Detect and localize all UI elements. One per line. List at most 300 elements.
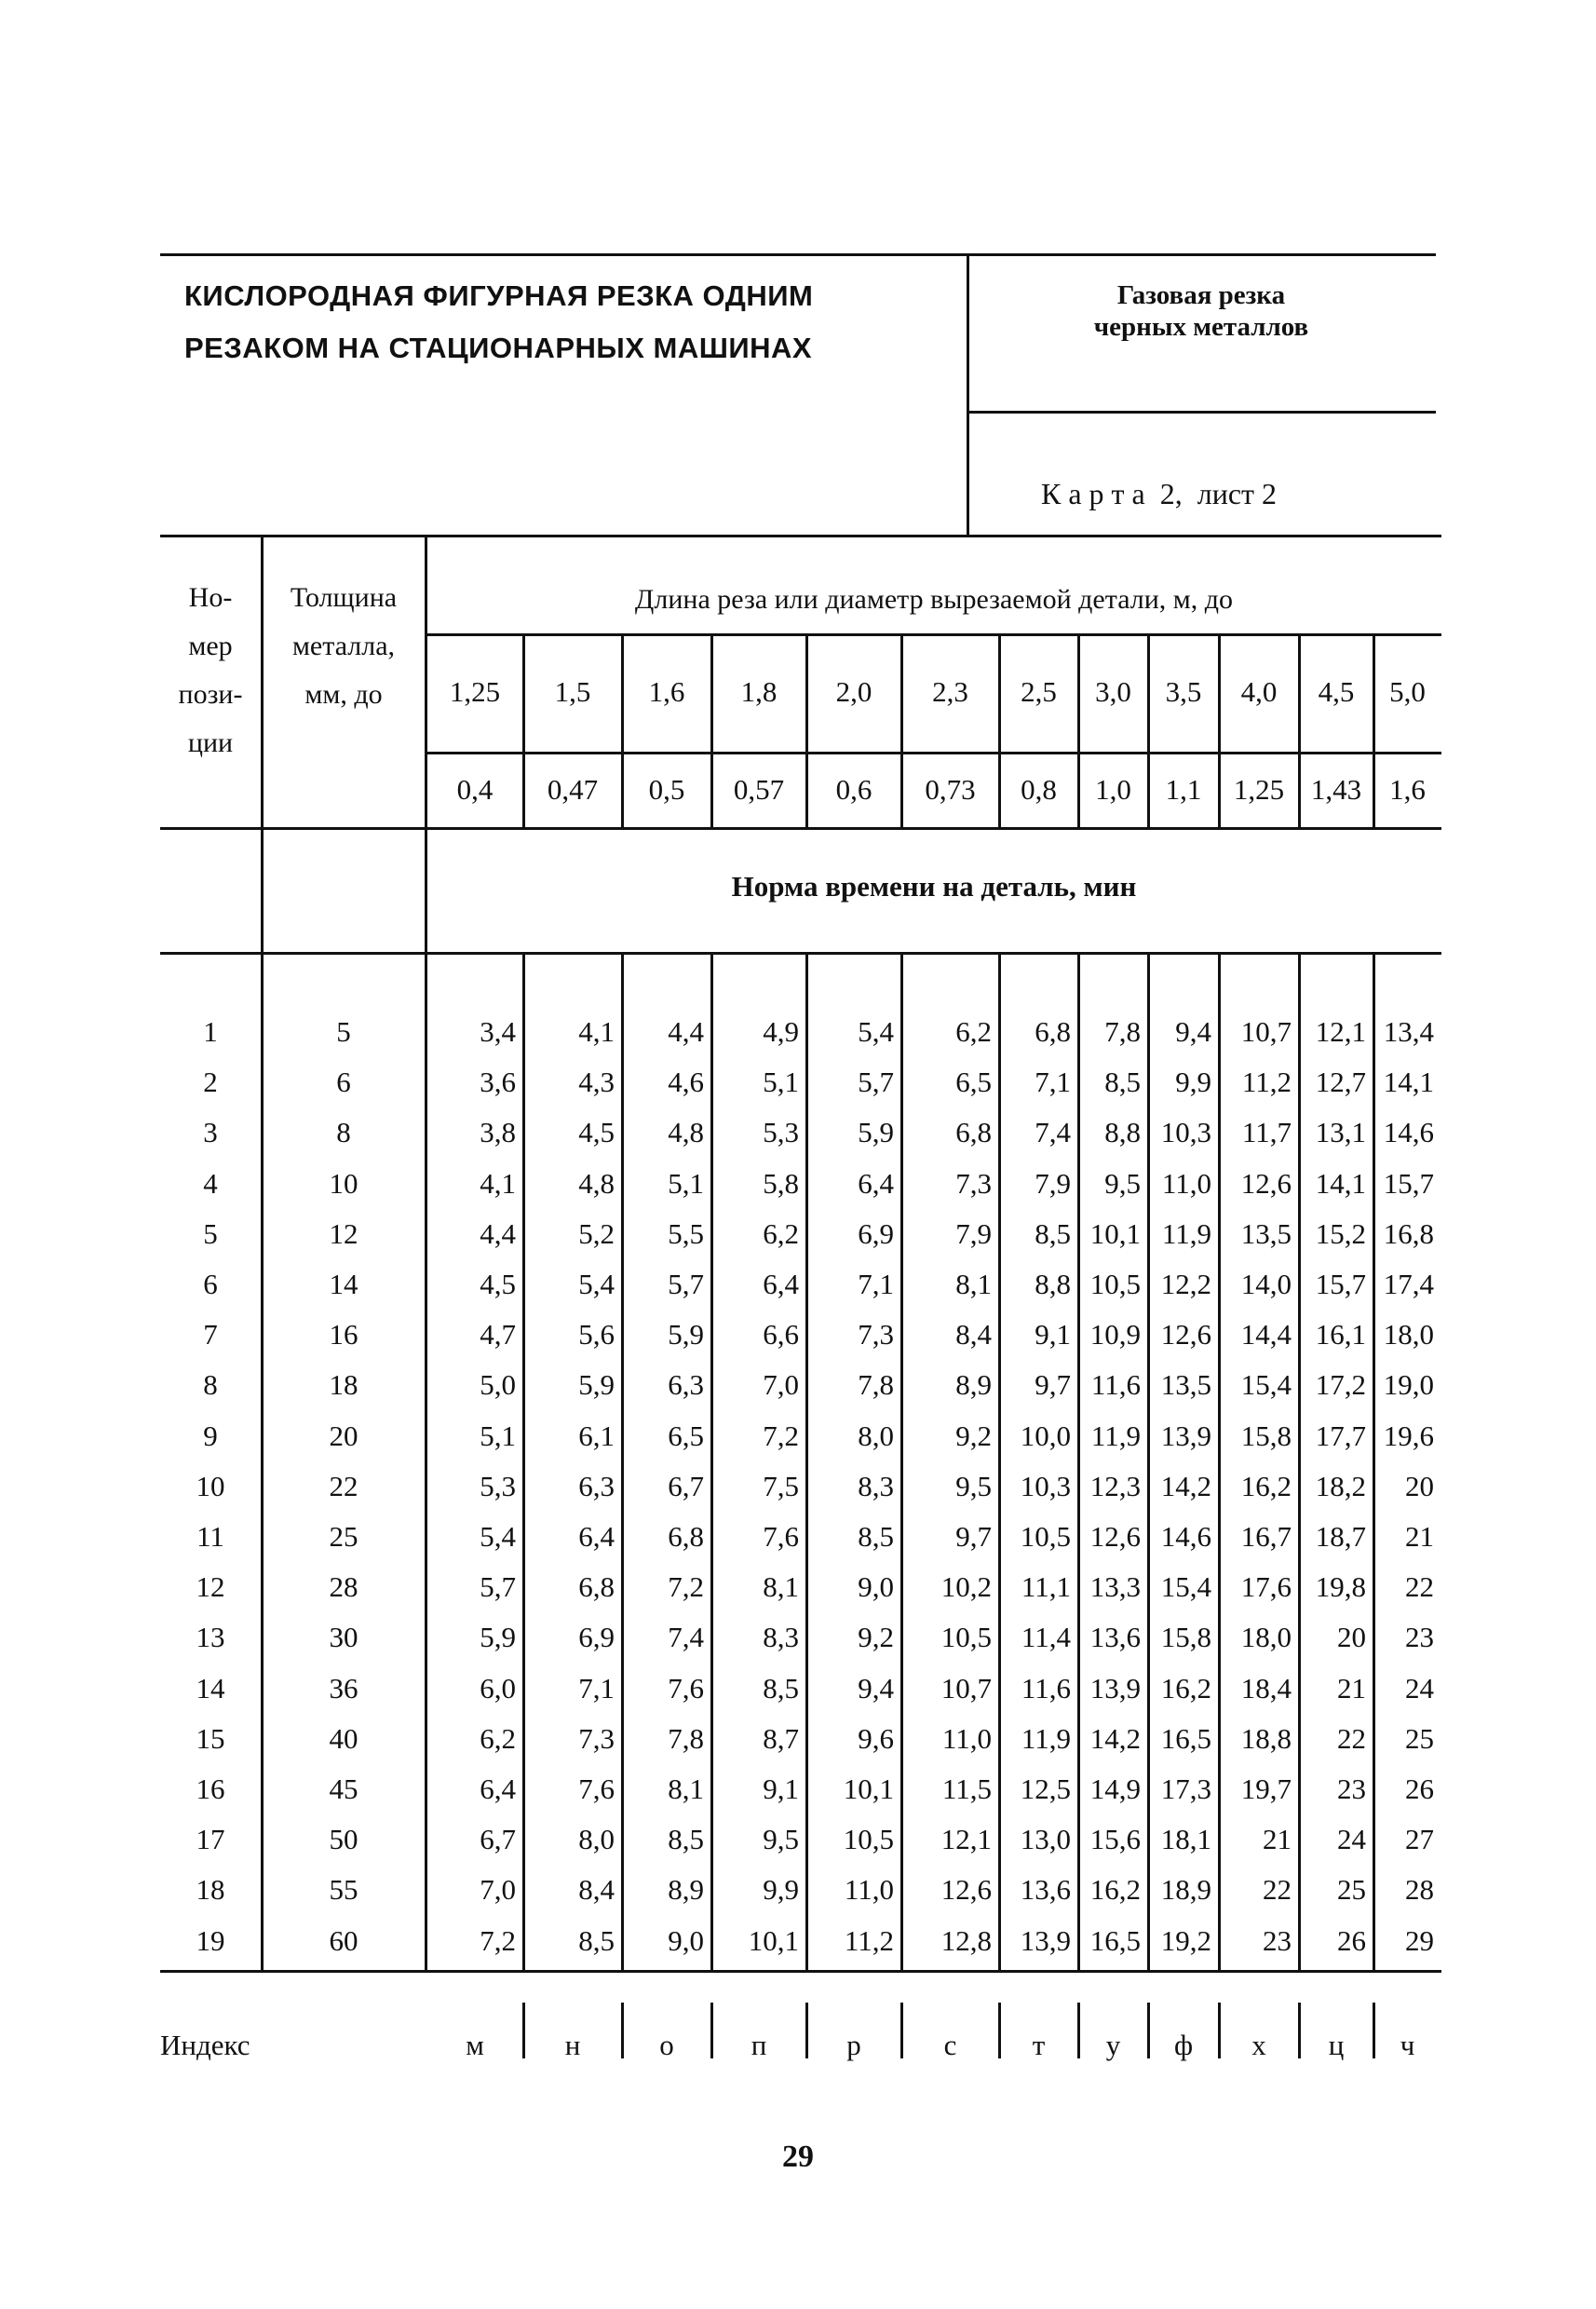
time-norm-value: 9,0 bbox=[668, 1924, 704, 1957]
time-norm-value: 15,4 bbox=[1160, 1570, 1211, 1603]
diameter-value: 1,0 bbox=[1095, 773, 1131, 806]
time-norm-value: 5,7 bbox=[858, 1066, 894, 1098]
time-norm-value: 27 bbox=[1405, 1823, 1434, 1855]
time-norm-value: 9,6 bbox=[858, 1722, 894, 1755]
diameter-value: 0,8 bbox=[1021, 773, 1057, 806]
time-norm-value: 11,0 bbox=[844, 1873, 894, 1906]
time-norm-value: 20 bbox=[1337, 1621, 1366, 1653]
time-norm-value: 7,1 bbox=[1035, 1066, 1071, 1098]
thickness-value: 14 bbox=[329, 1268, 358, 1300]
time-norm-value: 8,5 bbox=[858, 1520, 894, 1553]
time-norm-value: 6,7 bbox=[668, 1470, 704, 1502]
norm-header: Норма времени на деталь, мин bbox=[731, 870, 1137, 903]
index-letter: р bbox=[846, 2029, 861, 2061]
time-norm-value: 4,8 bbox=[578, 1167, 615, 1200]
index-letter: ф bbox=[1173, 2029, 1194, 2061]
time-norm-value: 3,4 bbox=[480, 1015, 516, 1048]
time-norm-value: 6,7 bbox=[480, 1823, 516, 1855]
index-letter: у bbox=[1105, 2029, 1121, 2061]
thickness-value: 6 bbox=[336, 1066, 351, 1098]
position-number: 18 bbox=[196, 1873, 225, 1906]
time-norm-value: 16,5 bbox=[1160, 1722, 1211, 1755]
time-norm-value: 5,4 bbox=[578, 1268, 615, 1300]
time-norm-value: 11,0 bbox=[1161, 1167, 1211, 1200]
time-norm-value: 10,1 bbox=[1089, 1217, 1141, 1250]
length-value: 3,5 bbox=[1165, 675, 1202, 708]
time-norm-value: 7,8 bbox=[668, 1722, 704, 1755]
time-norm-value: 14,1 bbox=[1315, 1167, 1366, 1200]
time-norm-value: 8,5 bbox=[1104, 1066, 1141, 1098]
time-norm-value: 9,5 bbox=[1104, 1167, 1141, 1200]
time-norm-value: 23 bbox=[1263, 1924, 1292, 1957]
time-norm-value: 5,4 bbox=[480, 1520, 516, 1553]
time-norm-value: 5,5 bbox=[668, 1217, 704, 1250]
time-norm-value: 6,4 bbox=[763, 1268, 799, 1300]
time-norm-value: 7,0 bbox=[480, 1873, 516, 1906]
time-norm-value: 8,3 bbox=[858, 1470, 894, 1502]
thickness-value: 16 bbox=[329, 1318, 358, 1351]
time-norm-value: 18,0 bbox=[1240, 1621, 1292, 1653]
time-norm-value: 7,5 bbox=[763, 1470, 799, 1502]
length-value: 1,6 bbox=[648, 675, 685, 708]
time-norm-value: 5,1 bbox=[668, 1167, 704, 1200]
time-norm-value: 6,4 bbox=[578, 1520, 615, 1553]
time-norm-value: 6,4 bbox=[858, 1167, 894, 1200]
diameter-value: 0,5 bbox=[648, 773, 685, 806]
diameter-value: 1,6 bbox=[1389, 773, 1426, 806]
position-number: 14 bbox=[196, 1672, 225, 1705]
time-norm-value: 17,6 bbox=[1240, 1570, 1292, 1603]
time-norm-value: 10,1 bbox=[748, 1924, 799, 1957]
time-norm-value: 19,8 bbox=[1315, 1570, 1366, 1603]
time-norm-value: 11,1 bbox=[1021, 1570, 1071, 1603]
time-norm-value: 22 bbox=[1405, 1570, 1434, 1603]
index-letter: о bbox=[659, 2029, 674, 2061]
time-norm-value: 10,3 bbox=[1020, 1470, 1071, 1502]
time-norm-value: 7,3 bbox=[578, 1722, 615, 1755]
time-norm-value: 8,8 bbox=[1035, 1268, 1071, 1300]
time-norm-value: 13,0 bbox=[1020, 1823, 1071, 1855]
time-norm-value: 13,5 bbox=[1240, 1217, 1292, 1250]
time-norm-value: 13,6 bbox=[1089, 1621, 1141, 1653]
time-norm-value: 6,9 bbox=[578, 1621, 615, 1653]
time-norm-value: 17,2 bbox=[1315, 1368, 1366, 1401]
time-norm-value: 8,9 bbox=[668, 1873, 704, 1906]
time-norm-value: 6,8 bbox=[1035, 1015, 1071, 1048]
time-norm-value: 7,1 bbox=[578, 1672, 615, 1705]
thickness-value: 25 bbox=[329, 1520, 358, 1553]
time-norm-value: 9,4 bbox=[858, 1672, 894, 1705]
title-line-2: РЕЗАКОМ НА СТАЦИОНАРНЫХ МАШИНАХ bbox=[184, 332, 813, 364]
length-header-rule bbox=[426, 633, 1441, 636]
time-norm-value: 9,0 bbox=[858, 1570, 894, 1603]
time-norm-value: 10,7 bbox=[940, 1672, 992, 1705]
page-number: 29 bbox=[782, 2139, 814, 2174]
diameter-value: 0,57 bbox=[733, 773, 785, 806]
time-norm-value: 7,6 bbox=[578, 1772, 615, 1805]
time-norm-value: 11,2 bbox=[844, 1924, 894, 1957]
time-norm-value: 12,6 bbox=[1160, 1318, 1211, 1351]
time-norm-value: 8,4 bbox=[578, 1873, 615, 1906]
time-norm-value: 6,5 bbox=[955, 1066, 992, 1098]
time-norm-value: 18,9 bbox=[1160, 1873, 1211, 1906]
time-norm-value: 6,0 bbox=[480, 1672, 516, 1705]
time-norm-value: 6,2 bbox=[955, 1015, 992, 1048]
time-norm-value: 10,9 bbox=[1089, 1318, 1141, 1351]
time-norm-value: 14,0 bbox=[1240, 1268, 1292, 1300]
time-norm-value: 20 bbox=[1405, 1470, 1434, 1502]
time-norm-value: 15,4 bbox=[1240, 1368, 1292, 1401]
time-norm-value: 4,9 bbox=[763, 1015, 799, 1048]
time-norm-value: 13,5 bbox=[1160, 1368, 1211, 1401]
position-header-line: ции bbox=[187, 727, 234, 758]
time-norm-value: 5,2 bbox=[578, 1217, 615, 1250]
time-norm-value: 9,4 bbox=[1175, 1015, 1211, 1048]
time-norm-value: 26 bbox=[1337, 1924, 1366, 1957]
time-norm-value: 17,4 bbox=[1383, 1268, 1434, 1300]
time-norm-value: 14,2 bbox=[1160, 1470, 1211, 1502]
time-norm-value: 12,3 bbox=[1089, 1470, 1141, 1502]
page-title bbox=[184, 270, 957, 374]
thickness-value: 10 bbox=[329, 1167, 358, 1200]
time-norm-value: 6,8 bbox=[668, 1520, 704, 1553]
time-norm-value: 22 bbox=[1263, 1873, 1292, 1906]
index-letter: ц bbox=[1328, 2029, 1345, 2061]
time-norm-value: 8,3 bbox=[763, 1621, 799, 1653]
time-norm-value: 4,6 bbox=[668, 1066, 704, 1098]
thickness-value: 28 bbox=[329, 1570, 358, 1603]
category-line-1: Газовая резка bbox=[1116, 280, 1286, 310]
title-line-1: КИСЛОРОДНАЯ ФИГУРНАЯ РЕЗКА ОДНИМ bbox=[184, 279, 814, 312]
time-norm-value: 13,9 bbox=[1020, 1924, 1071, 1957]
length-value: 2,3 bbox=[932, 675, 968, 708]
length-value: 2,0 bbox=[835, 675, 872, 708]
time-norm-value: 10,0 bbox=[1020, 1419, 1071, 1452]
time-norm-value: 18,2 bbox=[1315, 1470, 1366, 1502]
time-norm-value: 15,6 bbox=[1089, 1823, 1141, 1855]
time-norm-value: 15,8 bbox=[1160, 1621, 1211, 1653]
time-norm-value: 12,8 bbox=[940, 1924, 992, 1957]
time-norm-value: 9,9 bbox=[1175, 1066, 1211, 1098]
time-norm-value: 5,7 bbox=[668, 1268, 704, 1300]
time-norm-value: 6,8 bbox=[955, 1116, 992, 1148]
time-norm-value: 10,5 bbox=[843, 1823, 894, 1855]
diameter-value: 0,47 bbox=[547, 773, 599, 806]
time-norm-value: 9,2 bbox=[858, 1621, 894, 1653]
time-norm-value: 8,1 bbox=[955, 1268, 992, 1300]
time-norm-value: 5,4 bbox=[858, 1015, 894, 1048]
time-norm-value: 21 bbox=[1263, 1823, 1292, 1855]
position-number: 10 bbox=[196, 1470, 225, 1502]
time-norm-value: 15,7 bbox=[1315, 1268, 1366, 1300]
time-norm-value: 17,3 bbox=[1160, 1772, 1211, 1805]
thickness-value: 55 bbox=[329, 1873, 358, 1906]
thickness-value: 60 bbox=[329, 1924, 358, 1957]
thickness-value: 30 bbox=[329, 1621, 358, 1653]
time-norm-value: 16,2 bbox=[1089, 1873, 1141, 1906]
length-value: 4,0 bbox=[1240, 675, 1278, 708]
position-number: 6 bbox=[203, 1268, 218, 1300]
index-letter: ч bbox=[1400, 2029, 1415, 2061]
time-norm-value: 5,3 bbox=[763, 1116, 799, 1148]
time-norm-value: 11,0 bbox=[941, 1722, 992, 1755]
time-norm-value: 13,9 bbox=[1160, 1419, 1211, 1452]
time-norm-value: 29 bbox=[1405, 1924, 1434, 1957]
time-norm-value: 7,3 bbox=[955, 1167, 992, 1200]
time-norm-value: 23 bbox=[1337, 1772, 1366, 1805]
time-norm-value: 6,9 bbox=[858, 1217, 894, 1250]
time-norm-value: 9,1 bbox=[763, 1772, 799, 1805]
position-number: 2 bbox=[203, 1066, 218, 1098]
length-value: 4,5 bbox=[1318, 675, 1355, 708]
time-norm-value: 5,7 bbox=[480, 1570, 516, 1603]
time-norm-value: 5,1 bbox=[480, 1419, 516, 1452]
time-norm-value: 4,7 bbox=[480, 1318, 516, 1351]
thickness-header-line: металла, bbox=[291, 631, 396, 661]
time-norm-value: 6,4 bbox=[480, 1772, 516, 1805]
time-norm-value: 8,1 bbox=[668, 1772, 704, 1805]
time-norm-value: 7,9 bbox=[1035, 1167, 1071, 1200]
position-number: 9 bbox=[203, 1419, 218, 1452]
time-norm-value: 5,9 bbox=[480, 1621, 516, 1653]
time-norm-value: 16,7 bbox=[1240, 1520, 1292, 1553]
time-norm-value: 18,7 bbox=[1315, 1520, 1366, 1553]
time-norm-value: 7,8 bbox=[1104, 1015, 1141, 1048]
lengths-row-rule bbox=[426, 752, 1441, 754]
time-norm-value: 11,2 bbox=[1241, 1066, 1292, 1098]
time-norm-value: 16,2 bbox=[1160, 1672, 1211, 1705]
time-norm-value: 18,0 bbox=[1383, 1318, 1434, 1351]
time-norm-value: 9,2 bbox=[955, 1419, 992, 1452]
norm-bottom-rule bbox=[160, 952, 1441, 955]
position-number: 11 bbox=[196, 1520, 224, 1553]
thickness-value: 40 bbox=[329, 1722, 358, 1755]
time-norm-value: 12,2 bbox=[1160, 1268, 1211, 1300]
time-norm-value: 28 bbox=[1405, 1873, 1434, 1906]
time-norm-value: 7,4 bbox=[668, 1621, 704, 1653]
time-norm-value: 7,0 bbox=[763, 1368, 799, 1401]
time-norm-value: 5,9 bbox=[578, 1368, 615, 1401]
position-number: 17 bbox=[196, 1823, 225, 1855]
time-norm-value: 5,8 bbox=[763, 1167, 799, 1200]
time-norm-value: 5,9 bbox=[668, 1318, 704, 1351]
time-norm-value: 8,0 bbox=[578, 1823, 615, 1855]
position-number: 7 bbox=[203, 1318, 218, 1351]
time-norm-value: 13,3 bbox=[1089, 1570, 1141, 1603]
time-norm-value: 5,3 bbox=[480, 1470, 516, 1502]
diameter-value: 1,25 bbox=[1233, 773, 1285, 806]
length-value: 1,5 bbox=[554, 675, 591, 708]
time-norm-value: 7,8 bbox=[858, 1368, 894, 1401]
time-norm-value: 14,6 bbox=[1383, 1116, 1434, 1148]
time-norm-value: 11,5 bbox=[941, 1772, 992, 1805]
position-number: 3 bbox=[203, 1116, 218, 1148]
category-label bbox=[968, 279, 1434, 343]
time-norm-value: 11,6 bbox=[1021, 1672, 1071, 1705]
time-norm-value: 16,1 bbox=[1315, 1318, 1366, 1351]
time-norm-value: 15,2 bbox=[1315, 1217, 1366, 1250]
time-norm-value: 7,1 bbox=[858, 1268, 894, 1300]
time-norm-value: 8,0 bbox=[858, 1419, 894, 1452]
time-norm-value: 15,7 bbox=[1383, 1167, 1434, 1200]
time-norm-value: 3,6 bbox=[480, 1066, 516, 1098]
time-norm-value: 9,9 bbox=[763, 1873, 799, 1906]
time-norm-value: 13,1 bbox=[1315, 1116, 1366, 1148]
diameter-value: 0,6 bbox=[835, 773, 872, 806]
thickness-value: 36 bbox=[329, 1672, 358, 1705]
time-norm-value: 13,4 bbox=[1383, 1015, 1434, 1048]
time-norm-value: 4,4 bbox=[480, 1217, 516, 1250]
diameter-value: 1,43 bbox=[1310, 773, 1362, 806]
table-top-rule bbox=[160, 535, 1441, 537]
time-norm-value: 14,6 bbox=[1160, 1520, 1211, 1553]
time-norm-value: 4,5 bbox=[480, 1268, 516, 1300]
time-norm-value: 6,2 bbox=[480, 1722, 516, 1755]
time-norm-value: 8,9 bbox=[955, 1368, 992, 1401]
time-norm-value: 8,5 bbox=[1035, 1217, 1071, 1250]
time-norm-value: 12,6 bbox=[1240, 1167, 1292, 1200]
time-norm-value: 12,1 bbox=[940, 1823, 992, 1855]
time-norm-value: 6,8 bbox=[578, 1570, 615, 1603]
time-norm-value: 7,2 bbox=[480, 1924, 516, 1957]
time-norm-value: 7,6 bbox=[668, 1672, 704, 1705]
time-norm-value: 6,3 bbox=[578, 1470, 615, 1502]
time-norm-value: 11,6 bbox=[1090, 1368, 1141, 1401]
time-norm-value: 14,2 bbox=[1089, 1722, 1141, 1755]
header-top-rule bbox=[160, 253, 1436, 256]
time-norm-value: 7,6 bbox=[763, 1520, 799, 1553]
position-number: 15 bbox=[196, 1722, 225, 1755]
diameter-value: 1,1 bbox=[1165, 773, 1202, 806]
body-bottom-rule bbox=[160, 1970, 1441, 1973]
time-norm-value: 11,9 bbox=[1021, 1722, 1071, 1755]
time-norm-value: 5,9 bbox=[858, 1116, 894, 1148]
thickness-column-header bbox=[263, 574, 425, 719]
time-norm-value: 18,8 bbox=[1240, 1722, 1292, 1755]
thickness-header-line: мм, до bbox=[304, 679, 383, 710]
time-norm-value: 14,4 bbox=[1240, 1318, 1292, 1351]
position-number: 16 bbox=[196, 1772, 225, 1805]
position-header-line: Но- bbox=[188, 582, 233, 613]
time-norm-value: 8,5 bbox=[763, 1672, 799, 1705]
thickness-value: 50 bbox=[329, 1823, 358, 1855]
time-norm-value: 8,7 bbox=[763, 1722, 799, 1755]
time-norm-value: 4,1 bbox=[480, 1167, 516, 1200]
time-norm-value: 12,5 bbox=[1020, 1772, 1071, 1805]
time-norm-value: 14,9 bbox=[1089, 1772, 1141, 1805]
length-value: 2,5 bbox=[1021, 675, 1057, 708]
time-norm-value: 9,5 bbox=[763, 1823, 799, 1855]
thickness-value: 5 bbox=[336, 1015, 351, 1048]
time-norm-value: 9,1 bbox=[1035, 1318, 1071, 1351]
time-norm-value: 6,1 bbox=[578, 1419, 615, 1452]
time-norm-value: 10,5 bbox=[1089, 1268, 1141, 1300]
time-norm-value: 7,9 bbox=[955, 1217, 992, 1250]
index-letter: с bbox=[943, 2029, 957, 2061]
time-norm-value: 10,1 bbox=[843, 1772, 894, 1805]
thickness-header-line: Толщина bbox=[290, 582, 398, 613]
time-norm-value: 4,5 bbox=[578, 1116, 615, 1148]
category-line-2: черных металлов bbox=[1093, 312, 1309, 342]
time-norm-value: 11,9 bbox=[1161, 1217, 1211, 1250]
time-norm-value: 15,8 bbox=[1240, 1419, 1292, 1452]
index-letter: п bbox=[751, 2029, 767, 2061]
position-number: 1 bbox=[203, 1015, 218, 1048]
time-norm-value: 3,8 bbox=[480, 1116, 516, 1148]
length-value: 1,25 bbox=[449, 675, 501, 708]
time-norm-value: 21 bbox=[1337, 1672, 1366, 1705]
thickness-value: 12 bbox=[329, 1217, 358, 1250]
time-norm-value: 10,5 bbox=[1020, 1520, 1071, 1553]
index-letter: х bbox=[1251, 2029, 1266, 2061]
time-norm-value: 4,3 bbox=[578, 1066, 615, 1098]
card-separator-rule bbox=[968, 411, 1436, 414]
time-norm-value: 23 bbox=[1405, 1621, 1434, 1653]
time-norm-value: 18,4 bbox=[1240, 1672, 1292, 1705]
time-norm-value: 7,4 bbox=[1035, 1116, 1071, 1148]
position-number: 13 bbox=[196, 1621, 225, 1653]
time-norm-value: 8,1 bbox=[763, 1570, 799, 1603]
index-letter: м bbox=[466, 2029, 484, 2061]
time-norm-value: 19,0 bbox=[1383, 1368, 1434, 1401]
time-norm-value: 5,0 bbox=[480, 1368, 516, 1401]
time-norm-value: 8,4 bbox=[955, 1318, 992, 1351]
time-norm-value: 12,7 bbox=[1315, 1066, 1366, 1098]
time-norm-value: 13,9 bbox=[1089, 1672, 1141, 1705]
time-norm-value: 7,2 bbox=[763, 1419, 799, 1452]
time-norm-value: 7,3 bbox=[858, 1318, 894, 1351]
time-norm-value: 12,1 bbox=[1315, 1015, 1366, 1048]
time-norm-value: 18,1 bbox=[1160, 1823, 1211, 1855]
header-bottom-rule bbox=[160, 827, 1441, 830]
position-number: 5 bbox=[203, 1217, 218, 1250]
time-norm-value: 4,1 bbox=[578, 1015, 615, 1048]
time-norm-value: 4,4 bbox=[668, 1015, 704, 1048]
thickness-value: 45 bbox=[329, 1772, 358, 1805]
diameter-value: 0,73 bbox=[925, 773, 976, 806]
time-norm-value: 10,2 bbox=[940, 1570, 992, 1603]
time-norm-value: 8,5 bbox=[668, 1823, 704, 1855]
position-column-header bbox=[160, 574, 261, 767]
thickness-value: 20 bbox=[329, 1419, 358, 1452]
position-number: 8 bbox=[203, 1368, 218, 1401]
time-norm-value: 6,3 bbox=[668, 1368, 704, 1401]
time-norm-value: 6,6 bbox=[763, 1318, 799, 1351]
time-norm-value: 21 bbox=[1405, 1520, 1434, 1553]
time-norm-value: 5,1 bbox=[763, 1066, 799, 1098]
diameter-value: 0,4 bbox=[456, 773, 494, 806]
time-norm-value: 16,5 bbox=[1089, 1924, 1141, 1957]
time-norm-value: 11,7 bbox=[1241, 1116, 1292, 1148]
time-norm-value: 10,5 bbox=[940, 1621, 992, 1653]
length-value: 1,8 bbox=[740, 675, 778, 708]
card-label: К а р т а 2, лист 2 bbox=[1041, 477, 1278, 510]
time-norm-value: 11,9 bbox=[1090, 1419, 1141, 1452]
thickness-value: 22 bbox=[329, 1470, 358, 1502]
time-norm-value: 9,5 bbox=[955, 1470, 992, 1502]
time-norm-value: 14,1 bbox=[1383, 1066, 1434, 1098]
time-norm-value: 8,5 bbox=[578, 1924, 615, 1957]
position-number: 19 bbox=[196, 1924, 225, 1957]
time-norm-value: 19,6 bbox=[1383, 1419, 1434, 1452]
thickness-value: 8 bbox=[336, 1116, 351, 1148]
time-norm-value: 9,7 bbox=[1035, 1368, 1071, 1401]
time-norm-value: 7,2 bbox=[668, 1570, 704, 1603]
time-norm-value: 26 bbox=[1405, 1772, 1434, 1805]
time-norm-value: 16,2 bbox=[1240, 1470, 1292, 1502]
time-norm-value: 9,7 bbox=[955, 1520, 992, 1553]
time-norm-value: 11,4 bbox=[1021, 1621, 1071, 1653]
